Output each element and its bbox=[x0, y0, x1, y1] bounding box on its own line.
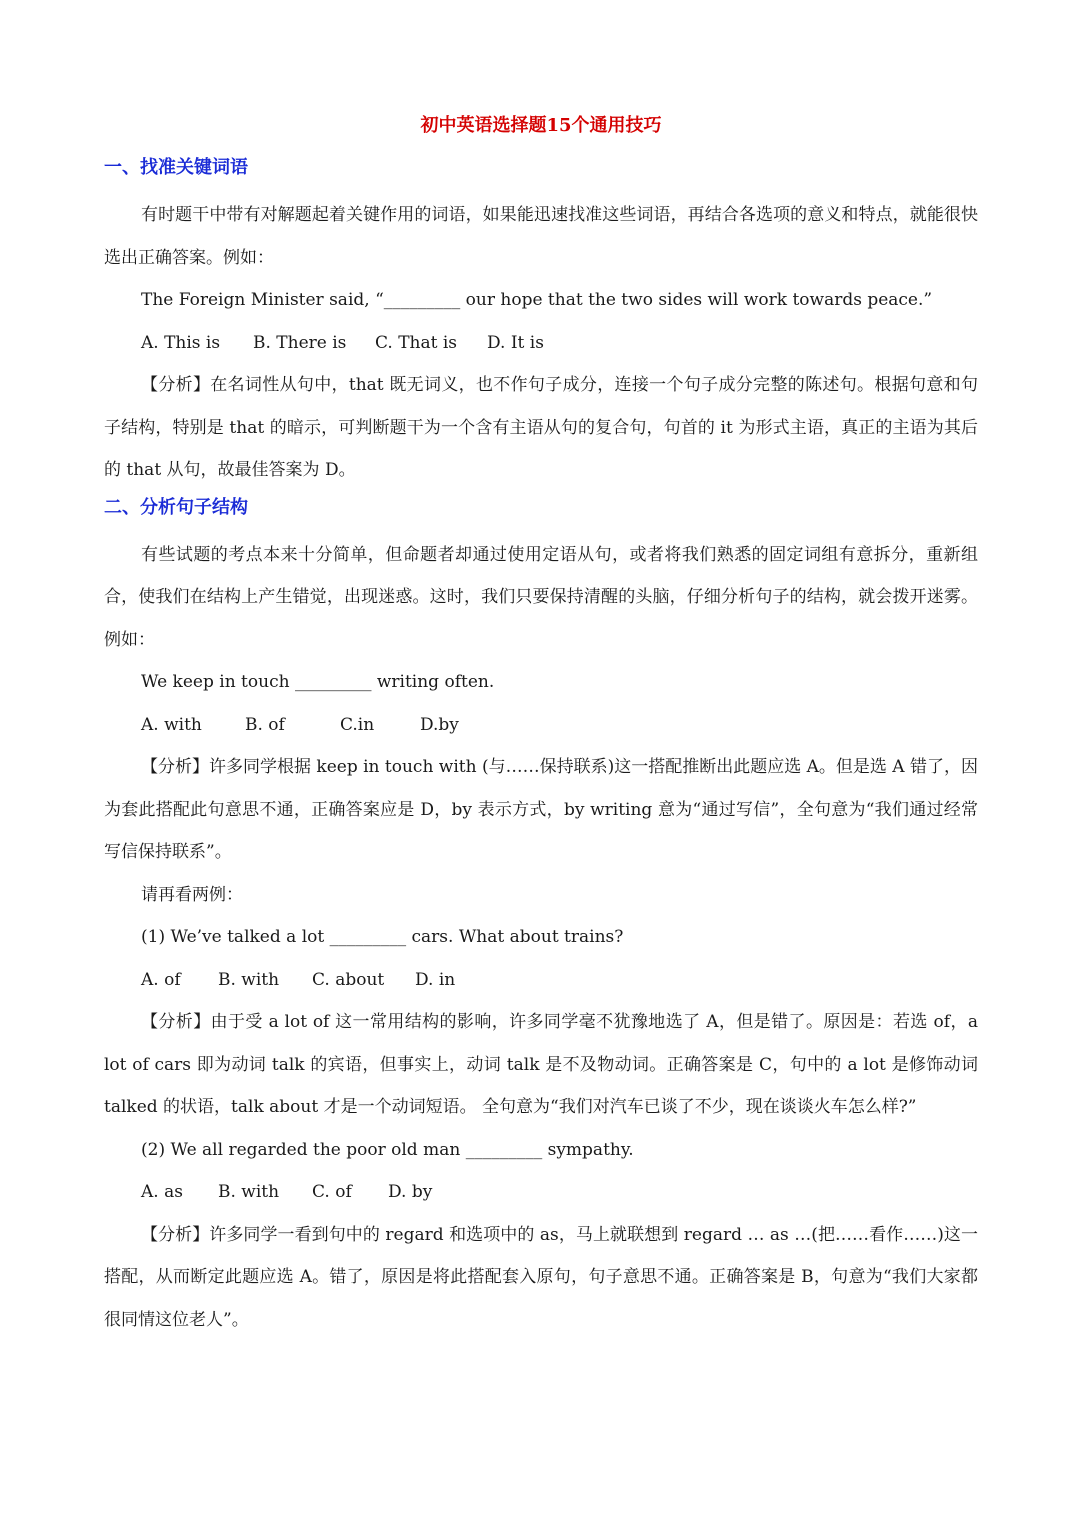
section2-intro: 有些试题的考点本来十分简单，但命题者却通过使用定语从句，或者将我们熟悉的固定词组有意拆分，重新组合，使我们在结构上产生错觉，出现迷惑。这时，我们只要保持清醒的头脑，仔细分析句子的结构，就会拨开迷雾。例如： bbox=[104, 544, 978, 650]
option-b: B. with bbox=[218, 969, 280, 990]
example2-question: (2) We all regarded the poor old man _________ sympathy. bbox=[141, 1139, 634, 1160]
more-examples-label: 请再看两例： bbox=[141, 884, 243, 905]
option-b: B. with bbox=[218, 1182, 280, 1202]
option-d: D. It is bbox=[487, 332, 544, 353]
example1-options bbox=[104, 959, 978, 1002]
example2-options bbox=[104, 1171, 978, 1214]
page-title: 初中英语选择题15个通用技巧 bbox=[420, 115, 662, 136]
section2-analysis: 【分析】许多同学根据 keep in touch with (与……保持联系)这一搭配推断出此题应选 A。但是选 A 错了，因为套此搭配此句意思不通，正确答案应是 D，by 表示方式，by writing 意为“通过写信”，全句意为“我们通过经常写信保持联系”。 bbox=[104, 757, 978, 862]
option-a: A. of bbox=[141, 969, 181, 990]
option-c: C.in bbox=[340, 714, 375, 735]
option-c: C. That is bbox=[375, 332, 458, 353]
example2-analysis: 【分析】许多同学一看到句中的 regard 和选项中的 as，马上就联想到 regard … as …(把……看作……)这一搭配，从而断定此题应选 A。错了，原因是将此搭配套入原句，句子意思不通。正确答案是 B，句意为“我们大家都很同情这位老人”。 bbox=[104, 1224, 978, 1330]
option-d: D. by bbox=[388, 1182, 433, 1202]
option-d: D. in bbox=[415, 969, 456, 990]
section2-options bbox=[104, 704, 978, 747]
section1-options bbox=[104, 322, 978, 365]
section2-question: We keep in touch _________ writing often. bbox=[141, 672, 495, 692]
section-heading-1: 一、找准关键词语 bbox=[104, 157, 248, 178]
section1-analysis: 【分析】在名词性从句中，that 既无词义，也不作句子成分，连接一个句子成分完整的陈述句。根据句意和句子结构，特别是 that 的暗示，可判断题干为一个含有主语从句的复合句，句首的 it 为形式主语，真正的主语为其后的 that 从句，故最佳答案为 D。 bbox=[104, 375, 978, 480]
section-heading-2: 二、分析句子结构 bbox=[104, 496, 248, 518]
section1-question: The Foreign Minister said, “_________ our hope that the two sides will work towards peace.” bbox=[141, 290, 933, 310]
option-a: A. with bbox=[141, 714, 202, 735]
option-a: A. This is bbox=[141, 332, 221, 353]
section1-intro: 有时题干中带有对解题起着关键作用的词语，如果能迅速找准这些词语，再结合各选项的意义和特点，就能很快选出正确答案。例如： bbox=[104, 205, 978, 268]
option-c: C. about bbox=[312, 969, 385, 990]
example1-question: (1) We’ve talked a lot _________ cars. What about trains? bbox=[141, 927, 624, 947]
option-d: D.by bbox=[420, 714, 459, 735]
document-page bbox=[104, 112, 978, 1341]
example1-analysis: 【分析】由于受 a lot of 这一常用结构的影响，许多同学毫不犹豫地选了 A，但是错了。原因是：若选 of，a lot of cars 即为动词 talk 的宾语，但事实上，动词 talk 是不及物动词。正确答案是 C，句中的 a lot 是修饰动词 talked 的状语，talk about 才是一个动词短语。 全句意为“我们对汽车已谈了不少，现在谈谈火车怎么样?” bbox=[104, 1012, 978, 1117]
option-a: A. as bbox=[141, 1182, 183, 1202]
option-b: B. of bbox=[245, 714, 285, 735]
option-b: B. There is bbox=[253, 332, 347, 353]
option-c: C. of bbox=[312, 1182, 352, 1202]
